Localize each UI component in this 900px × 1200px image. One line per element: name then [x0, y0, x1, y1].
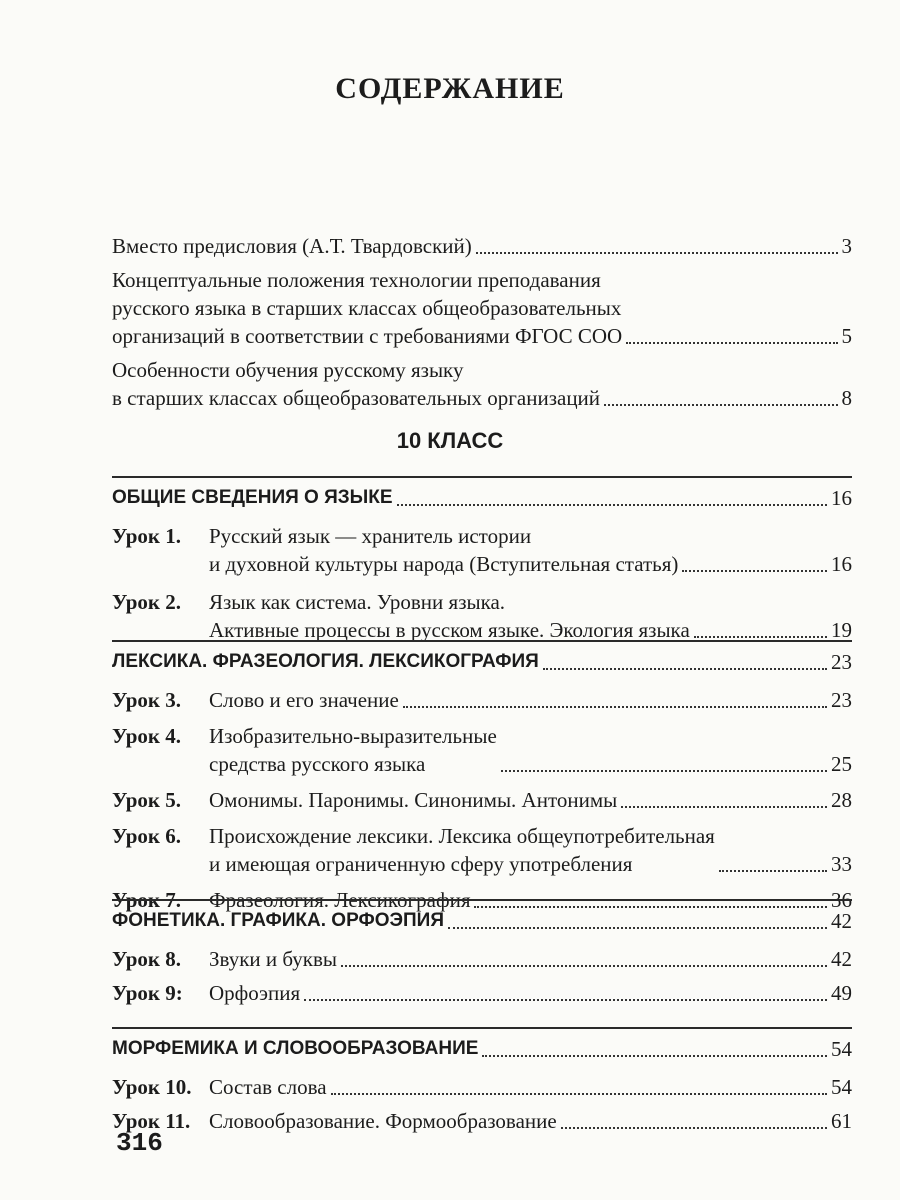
toc-page-number: 36: [831, 888, 852, 912]
lesson-title: Изобразительно-выразительные средства русского языка: [209, 724, 497, 776]
leader-dots: [448, 927, 827, 929]
lesson-title: Омонимы. Паронимы. Синонимы. Антонимы: [209, 788, 618, 812]
toc-page-number: 5: [841, 324, 852, 348]
toc-page-number: 23: [831, 650, 852, 674]
section-title: ОБЩИЕ СВЕДЕНИЯ О ЯЗЫКЕ: [112, 487, 393, 508]
lesson-entry[interactable]: [112, 1073, 852, 1101]
intro-list: [112, 232, 852, 412]
toc-section: [112, 1027, 852, 1135]
lesson-entry[interactable]: [112, 786, 852, 814]
leader-dots: [604, 404, 837, 406]
toc-page-number: 23: [831, 688, 852, 712]
lesson-title: Слово и его значение: [209, 688, 399, 712]
toc-section: [112, 640, 852, 914]
lesson-title: Словообразование. Формообразование: [209, 1109, 557, 1133]
toc-section: [112, 899, 852, 1007]
toc-page-number: 33: [831, 852, 852, 876]
leader-dots: [501, 770, 827, 772]
lesson-title: Орфоэпия: [209, 981, 301, 1005]
lesson-title: Фразеология. Лексикография: [209, 888, 471, 912]
lesson-title: Язык как система. Уровни языка. Активные процессы в русском языке. Экология языка: [209, 590, 690, 642]
lesson-title: Происхождение лексики. Лексика общеупотребительная и имеющая ограниченную сферу употребления: [209, 824, 715, 876]
lesson-entry[interactable]: [112, 522, 852, 578]
toc-page-number: 42: [831, 947, 852, 971]
lesson-number: Урок 1.: [112, 524, 181, 548]
lesson-entry[interactable]: [112, 588, 852, 644]
section-heading[interactable]: [112, 642, 852, 676]
leader-dots: [543, 668, 827, 670]
page-number: 316: [116, 1128, 163, 1158]
lesson-entry[interactable]: [112, 686, 852, 714]
toc-entry-text: Вместо предисловия (А.Т. Твардовский): [112, 234, 472, 258]
lesson-number: Урок 11.: [112, 1109, 191, 1133]
leader-dots: [621, 806, 827, 808]
leader-dots: [694, 636, 827, 638]
toc-page-number: 28: [831, 788, 852, 812]
lesson-title: Состав слова: [209, 1075, 327, 1099]
toc-entry[interactable]: [112, 232, 852, 260]
section-heading[interactable]: [112, 478, 852, 512]
leader-dots: [482, 1055, 827, 1057]
lesson-entry[interactable]: [112, 979, 852, 1007]
leader-dots: [304, 999, 827, 1001]
toc-page-number: 49: [831, 981, 852, 1005]
page-title: СОДЕРЖАНИЕ: [335, 72, 565, 105]
toc-page-number: 25: [831, 752, 852, 776]
toc-page-number: 16: [831, 552, 852, 576]
toc-page-number: 54: [831, 1037, 852, 1061]
section-heading[interactable]: [112, 1029, 852, 1063]
lesson-entry[interactable]: [112, 722, 852, 778]
lesson-entry[interactable]: [112, 945, 852, 973]
lesson-number: Урок 2.: [112, 590, 181, 614]
leader-dots: [682, 570, 827, 572]
lesson-entry[interactable]: [112, 822, 852, 878]
toc-entry-text: Особенности обучения русскому языку в старших классах общеобразовательных организаций: [112, 358, 601, 410]
toc-page-number: 8: [841, 386, 852, 410]
section-title: ЛЕКСИКА. ФРАЗЕОЛОГИЯ. ЛЕКСИКОГРАФИЯ: [112, 651, 539, 672]
leader-dots: [341, 965, 827, 967]
leader-dots: [331, 1093, 827, 1095]
leader-dots: [397, 504, 827, 506]
lesson-number: Урок 8.: [112, 947, 181, 971]
toc-entry-text: Концептуальные положения технологии преподавания русского языка в старших классах общеобразовательных организаций в соответствии с требованиями ФГОС СОО: [112, 268, 623, 348]
leader-dots: [403, 706, 827, 708]
leader-dots: [476, 252, 838, 254]
lesson-number: Урок 4.: [112, 724, 181, 748]
lesson-number: Урок 9:: [112, 981, 183, 1005]
lesson-number: Урок 7.: [112, 888, 181, 912]
toc-page-number: 19: [831, 618, 852, 642]
toc-page-number: 61: [831, 1109, 852, 1133]
toc-page-number: 16: [831, 486, 852, 510]
class-heading: 10 КЛАСС: [396, 428, 504, 453]
lesson-number: Урок 5.: [112, 788, 181, 812]
leader-dots: [626, 342, 837, 344]
lesson-title: Русский язык — хранитель истории и духовной культуры народа (Вступительная статья): [209, 524, 679, 576]
lesson-title: Звуки и буквы: [209, 947, 338, 971]
toc-section: [112, 476, 852, 644]
lesson-number: Урок 3.: [112, 688, 181, 712]
section-title: ФОНЕТИКА. ГРАФИКА. ОРФОЭПИЯ: [112, 910, 444, 931]
leader-dots: [561, 1127, 827, 1129]
lesson-number: Урок 10.: [112, 1075, 192, 1099]
section-title: МОРФЕМИКА И СЛОВООБРАЗОВАНИЕ: [112, 1038, 479, 1059]
lesson-number: Урок 6.: [112, 824, 181, 848]
lesson-entry[interactable]: [112, 1107, 852, 1135]
toc-entry[interactable]: [112, 266, 852, 350]
toc-page-number: 54: [831, 1075, 852, 1099]
toc-page-number: 3: [841, 234, 852, 258]
toc-page-number: 42: [831, 909, 852, 933]
section-heading[interactable]: [112, 901, 852, 935]
toc-entry[interactable]: [112, 356, 852, 412]
leader-dots: [719, 870, 827, 872]
